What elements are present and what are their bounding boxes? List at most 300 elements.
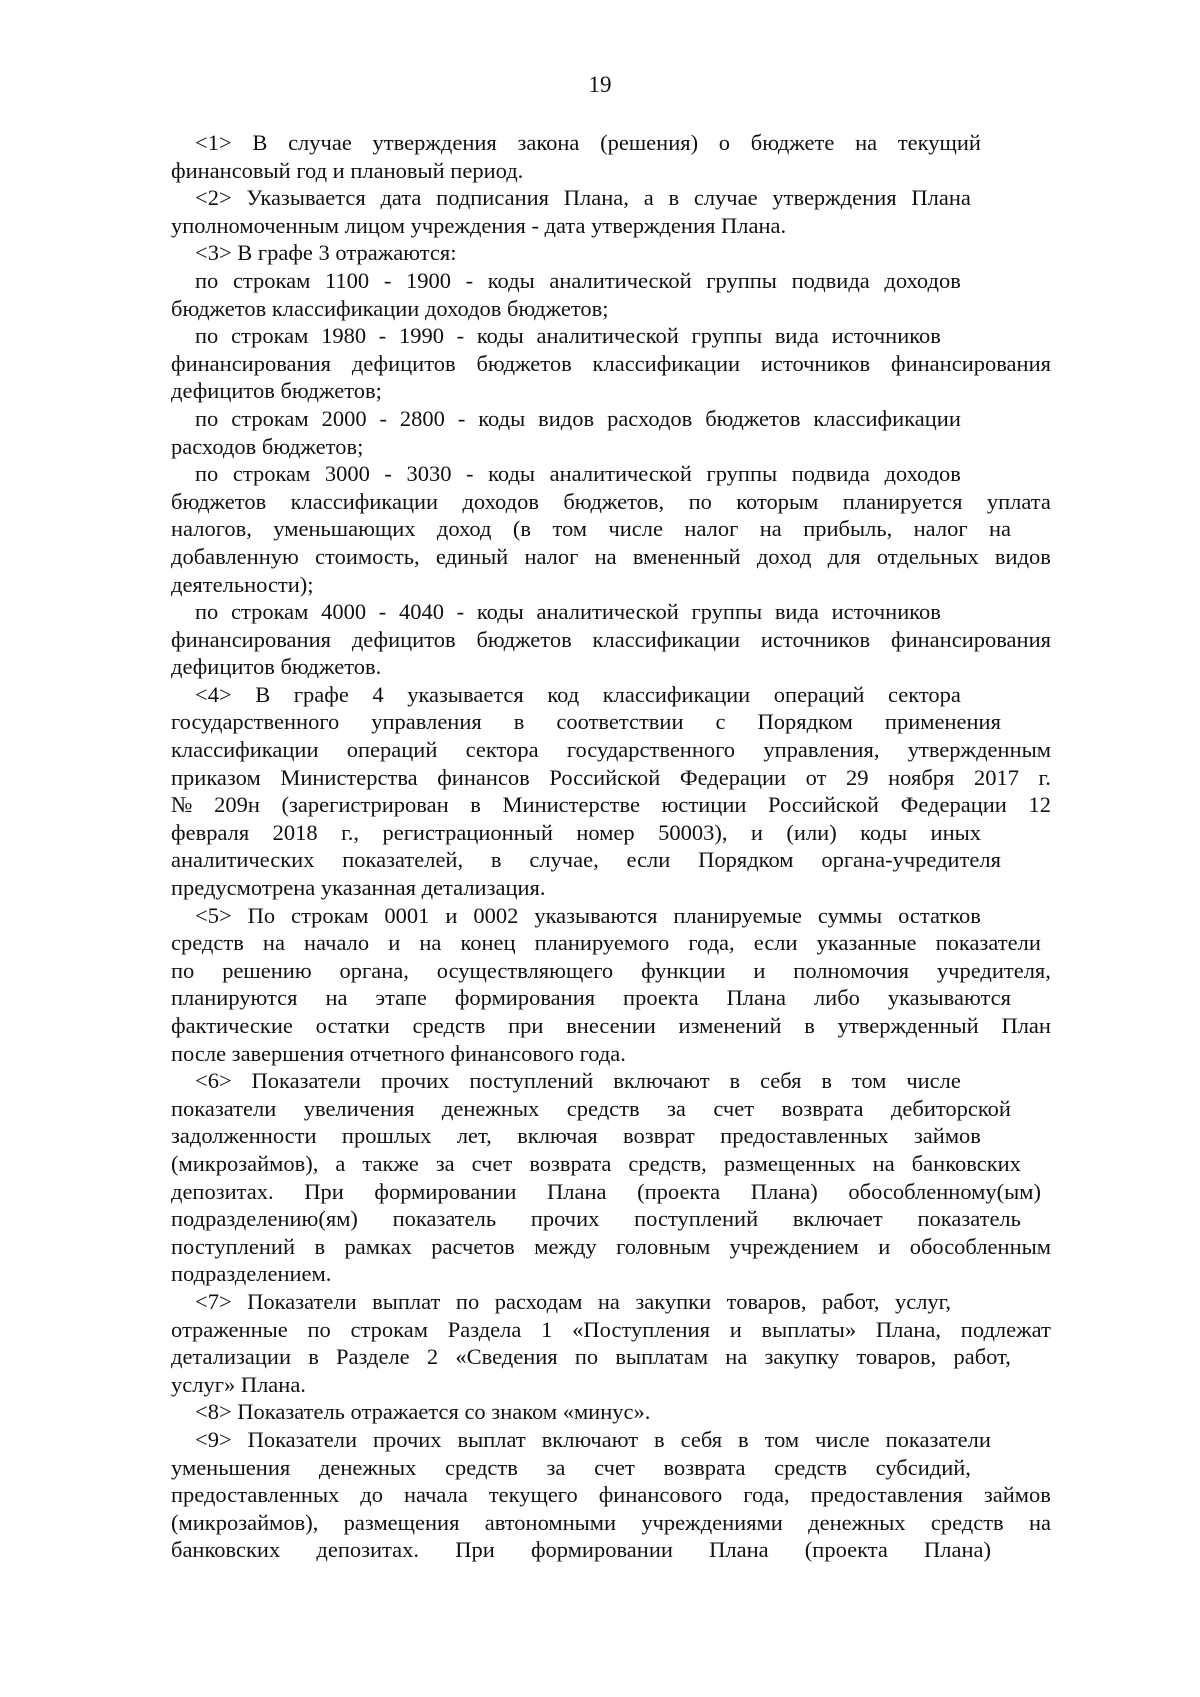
word: банковских [911, 1150, 1021, 1176]
word: операций [346, 737, 438, 763]
word: номер [576, 819, 635, 845]
word: отраженные [171, 1316, 288, 1342]
word: в [821, 1068, 832, 1094]
word: указываются [887, 985, 1011, 1011]
text-line [171, 736, 1051, 764]
word: случае, [529, 847, 599, 873]
word: <9> [195, 1426, 232, 1452]
word: бюджетов [476, 350, 572, 376]
word: за [667, 1095, 686, 1121]
word: В [255, 681, 271, 707]
word: том [552, 516, 588, 542]
text-line [171, 819, 981, 847]
text-line [171, 1150, 1021, 1178]
text-line [171, 405, 961, 433]
word: Плана, [563, 185, 629, 211]
word: дебиторской [890, 1095, 1011, 1121]
word: проекта [623, 985, 699, 1011]
word: коды [860, 819, 908, 845]
word: стоимость, [315, 543, 420, 569]
word: указываются [534, 902, 658, 928]
word: 1900 [405, 267, 451, 293]
text-line [171, 1536, 991, 1564]
word: налог [524, 543, 579, 569]
word: - [466, 461, 474, 487]
word: года, [688, 930, 735, 956]
word: подвида [791, 267, 870, 293]
word: в [654, 1426, 665, 1452]
word: налогов, [171, 516, 252, 542]
word: дефицитов [351, 350, 456, 376]
word: источников [760, 626, 871, 652]
word: займов [983, 1482, 1051, 1508]
word: государственного [171, 709, 340, 735]
word: юстиции [661, 792, 747, 818]
word: либо [813, 985, 860, 1011]
word: в [729, 1068, 741, 1094]
text-line: деятельности); [171, 571, 314, 597]
word: Порядком [698, 847, 794, 873]
word: строкам [291, 902, 369, 928]
word: утверждения [772, 185, 897, 211]
word: суммы [817, 902, 883, 928]
word: 4000 [321, 599, 367, 625]
word: обособленным [909, 1233, 1051, 1259]
word: классификации [592, 350, 741, 376]
word: доходов [462, 488, 539, 514]
word: сектора [887, 681, 961, 707]
text-line [171, 902, 981, 930]
word: выплат [372, 1288, 441, 1314]
word: включает [792, 1206, 883, 1232]
word: код [547, 681, 580, 707]
word: 4 [372, 681, 384, 707]
word: 2000 [321, 405, 367, 431]
word: операций [773, 681, 865, 707]
word: начала [403, 1482, 468, 1508]
word: расходам [494, 1288, 583, 1314]
text-line [171, 1095, 1011, 1123]
word: аналитических [171, 847, 315, 873]
word: счет [713, 1095, 755, 1121]
word: подвида [791, 461, 870, 487]
word: возврата [781, 1095, 864, 1121]
word: указанные [816, 930, 917, 956]
word: задолженности [171, 1123, 317, 1149]
word: Показатели [251, 1068, 361, 1094]
text-line [171, 1343, 1011, 1371]
word: Показатели [247, 1426, 358, 1452]
word: г., [341, 819, 360, 845]
word: средств, [628, 1150, 707, 1176]
word: прочих [530, 1206, 600, 1232]
word: указывается [407, 681, 524, 707]
word: доход [436, 516, 492, 542]
word: утвержденным [907, 737, 1051, 763]
word: управления, [763, 737, 880, 763]
word: с [715, 709, 726, 735]
word: изменений [678, 1013, 782, 1038]
word: по [195, 599, 219, 625]
word: этапе [375, 985, 427, 1011]
word: по [195, 267, 219, 293]
word: коды [488, 461, 536, 487]
text-line: уполномоченным лицом учреждения - дата утверждения Плана. [171, 212, 787, 238]
word: графе [293, 681, 349, 707]
word: текущего [488, 1482, 578, 1508]
word: <4> [195, 681, 232, 707]
word: подразделению(ям) [171, 1206, 358, 1232]
word: При [455, 1537, 495, 1563]
word: рамках [344, 1233, 412, 1259]
word: до [360, 1482, 383, 1508]
word: средств [774, 1454, 847, 1480]
word: Плана [547, 1178, 607, 1204]
word: 29 [846, 764, 869, 790]
word: работ, [953, 1344, 1011, 1370]
word: на [419, 930, 442, 956]
word: финансирования [891, 350, 1051, 376]
word: размещенных [723, 1150, 856, 1176]
word: если [753, 930, 798, 956]
word: органа, [339, 957, 409, 983]
word: предоставленных [720, 1123, 889, 1149]
word: 50003), [658, 819, 728, 845]
word: предоставления [810, 1482, 963, 1508]
word: в [490, 847, 502, 873]
word: строкам [232, 461, 311, 487]
word: - [456, 323, 465, 349]
word: источников [831, 323, 941, 349]
word: вида [774, 599, 819, 625]
word: счет [471, 1150, 513, 1176]
word: 2017 [973, 764, 1019, 790]
text-line [171, 543, 1051, 571]
word: по [195, 323, 219, 349]
word: утвержденный [837, 1013, 979, 1038]
text-line [171, 515, 1011, 543]
word: за [435, 1150, 455, 1176]
word: обособленному(ым) [848, 1178, 1041, 1204]
word: в [668, 185, 680, 211]
word: по [307, 1316, 331, 1342]
word: 1 [541, 1316, 553, 1342]
word: на [759, 516, 782, 542]
word: числе [608, 516, 664, 542]
word: функции [641, 957, 726, 983]
word: том [764, 1426, 800, 1452]
word: планируемого [534, 930, 670, 956]
word: автономными [484, 1509, 617, 1535]
word: 4040 [398, 599, 444, 625]
word: финансирования [171, 626, 331, 652]
word: группы [706, 267, 777, 293]
word: и [750, 819, 763, 845]
word: (проекта [637, 1178, 721, 1204]
word: 2018 [272, 819, 318, 845]
word: коды [476, 323, 524, 349]
word: на [597, 1288, 620, 1314]
word: между [534, 1233, 597, 1259]
word: В [252, 130, 268, 155]
word: возврат [623, 1123, 695, 1149]
text-line [171, 984, 1011, 1012]
word: бюджетов [171, 488, 267, 514]
word: <5> [195, 902, 232, 928]
word: конец [460, 930, 516, 956]
word: Плана [709, 1537, 769, 1563]
word: в [738, 1426, 749, 1452]
word: Разделе [336, 1344, 410, 1370]
word: при [508, 1013, 544, 1038]
word: формирования [454, 985, 596, 1011]
word: услуг, [894, 1288, 951, 1314]
word: займов [913, 1123, 981, 1149]
word: средств [412, 1013, 486, 1038]
word: закона [517, 130, 580, 155]
text-line [171, 1205, 1021, 1233]
word: года, [743, 1482, 790, 1508]
word: для [827, 543, 861, 569]
word: поступлений [171, 1233, 296, 1259]
word: показатели [935, 930, 1041, 956]
word: работ, [822, 1288, 880, 1314]
text-line [171, 350, 1051, 378]
word: видов [538, 405, 595, 431]
word: денежных [808, 1509, 906, 1535]
word: коды [478, 405, 526, 431]
word: возврата [529, 1150, 612, 1176]
word: размещения [343, 1509, 460, 1535]
word: При [304, 1178, 344, 1204]
word: полномочия [793, 957, 909, 983]
word: Федерации [679, 764, 787, 790]
word: по [195, 461, 219, 487]
text-line [171, 129, 981, 157]
word: по [195, 405, 219, 431]
word: коды [476, 599, 524, 625]
word: на [1028, 1509, 1051, 1535]
word: средств [171, 930, 244, 956]
text-line [171, 764, 1051, 792]
word: средств [566, 1095, 640, 1121]
word: по [688, 488, 712, 514]
word: налог [913, 516, 968, 542]
word: числе [906, 1068, 961, 1094]
word: вмененный [632, 543, 741, 569]
word: внесении [566, 1013, 656, 1038]
word: показатель [917, 1206, 1021, 1232]
word: бюджетов, [563, 488, 665, 514]
text-line [171, 1288, 951, 1316]
word: аналитической [536, 323, 679, 349]
word: (в [512, 516, 532, 542]
word: расходов [607, 405, 693, 431]
word: Плана [911, 185, 971, 211]
word: лет, [456, 1123, 492, 1149]
word: бюджетов [705, 405, 801, 431]
word: закупку [764, 1344, 840, 1370]
text-line [171, 1426, 991, 1454]
text-line [171, 1122, 981, 1150]
word: от [805, 764, 827, 790]
word: депозитах. [171, 1178, 274, 1204]
word: - [456, 599, 465, 625]
word: Федерации [900, 792, 1007, 818]
text-line [171, 1454, 971, 1482]
word: группы [691, 599, 763, 625]
word: Указывается [246, 185, 366, 211]
word: Российской [768, 792, 879, 818]
page-number: 19 [588, 72, 612, 97]
word: решению [222, 957, 312, 983]
word: средств [445, 1454, 518, 1480]
word: головным [616, 1233, 711, 1259]
word: источников [831, 599, 941, 625]
word: показатели [885, 1426, 991, 1452]
word: финансового [598, 1482, 723, 1508]
word: расчетов [431, 1233, 515, 1259]
word: группы [691, 323, 763, 349]
word: По [247, 902, 276, 928]
word: в [513, 709, 525, 735]
word: строкам [230, 323, 309, 349]
word: 0001 [384, 902, 430, 928]
text-line [171, 626, 1051, 654]
word: г. [1038, 764, 1051, 790]
word: закупки [635, 1288, 712, 1314]
word: «Поступления [572, 1316, 710, 1342]
word: прочих [372, 1426, 442, 1452]
word: банковских [171, 1537, 281, 1563]
word: Министерства [280, 764, 418, 790]
word: аналитической [536, 599, 679, 625]
word: планируются [171, 985, 298, 1011]
word: утверждения [372, 130, 497, 155]
word: иных [930, 819, 981, 845]
word: - [457, 405, 466, 431]
word: учреждениями [641, 1509, 783, 1535]
text-line: подразделением. [171, 1261, 332, 1287]
word: (или) [786, 819, 837, 845]
word: если [626, 847, 671, 873]
word: строкам [232, 267, 311, 293]
word: случае [288, 130, 352, 155]
word: которым [736, 488, 819, 514]
word: а [643, 185, 654, 211]
word: счет [594, 1454, 635, 1480]
text-line [171, 957, 1051, 985]
word: 1100 [325, 267, 370, 293]
text-line [171, 1012, 1051, 1040]
text-line [171, 1233, 1051, 1261]
word: - [383, 267, 392, 293]
word: прибыль, [803, 516, 893, 542]
word: февраля [171, 819, 250, 845]
word: средств [930, 1509, 1004, 1535]
word: подлежат [960, 1316, 1051, 1342]
text-line [171, 929, 1041, 957]
word: выплаты» [761, 1316, 857, 1342]
word: осуществляющего [436, 957, 614, 983]
word: доходов [884, 267, 961, 293]
word: (микрозаймов), [171, 1509, 319, 1535]
word: том [851, 1068, 887, 1094]
text-line [171, 488, 1051, 516]
word: включают [613, 1068, 710, 1094]
word: 2 [426, 1344, 439, 1370]
word: на [594, 543, 617, 569]
word: - [378, 323, 387, 349]
word: группы [706, 461, 778, 487]
word: дефицитов [351, 626, 456, 652]
word: и [753, 957, 766, 983]
text-line [171, 267, 961, 295]
word: Плана [726, 985, 786, 1011]
word: и [878, 1233, 891, 1259]
word: коды [487, 267, 535, 293]
word: в [308, 1344, 319, 1370]
word: классификации [592, 626, 741, 652]
word: учреждением [729, 1233, 859, 1259]
word: (проекта [804, 1537, 888, 1563]
text-line: дефицитов бюджетов; [171, 378, 382, 404]
word: планируется [842, 488, 963, 514]
word: классификации [290, 488, 439, 514]
word: сектора [465, 737, 539, 763]
word: <1> [195, 130, 232, 155]
text-line [171, 791, 1051, 819]
word: фактические [171, 1013, 293, 1038]
word: о [718, 130, 731, 155]
word: показатели [171, 1095, 277, 1121]
word: на [872, 1150, 895, 1176]
word: приказом [171, 764, 261, 790]
word: случае [693, 185, 758, 211]
word: (микрозаймов), [171, 1150, 319, 1176]
word: денежных [318, 1454, 417, 1480]
word: финансирования [891, 626, 1051, 652]
word: текущий [897, 130, 981, 155]
word: и [445, 902, 458, 928]
text-line [171, 846, 1001, 874]
text-line [171, 598, 941, 626]
word: выплатам [615, 1344, 709, 1370]
word: начало [304, 930, 370, 956]
word: выплат [457, 1426, 526, 1452]
word: Министерстве [502, 792, 640, 818]
word: 2800 [399, 405, 445, 431]
word: дата [380, 185, 422, 211]
word: на [725, 1344, 748, 1370]
word: предоставленных [171, 1482, 340, 1508]
word: уменьшения [171, 1454, 291, 1480]
word: - [378, 599, 387, 625]
word: денежных [441, 1095, 540, 1121]
word: финансирования [171, 350, 331, 376]
word: доход [756, 543, 812, 569]
word: (решения) [600, 130, 699, 155]
word: показателей, [342, 847, 464, 873]
word: формировании [374, 1178, 517, 1204]
word: - [379, 405, 387, 431]
text-line: <3> В графе 3 отражаются: [195, 240, 457, 266]
word: и [729, 1316, 742, 1342]
word: № [171, 792, 193, 818]
word: товаров, [726, 1288, 807, 1314]
word: 3030 [406, 461, 452, 487]
word: 209н [214, 792, 260, 818]
